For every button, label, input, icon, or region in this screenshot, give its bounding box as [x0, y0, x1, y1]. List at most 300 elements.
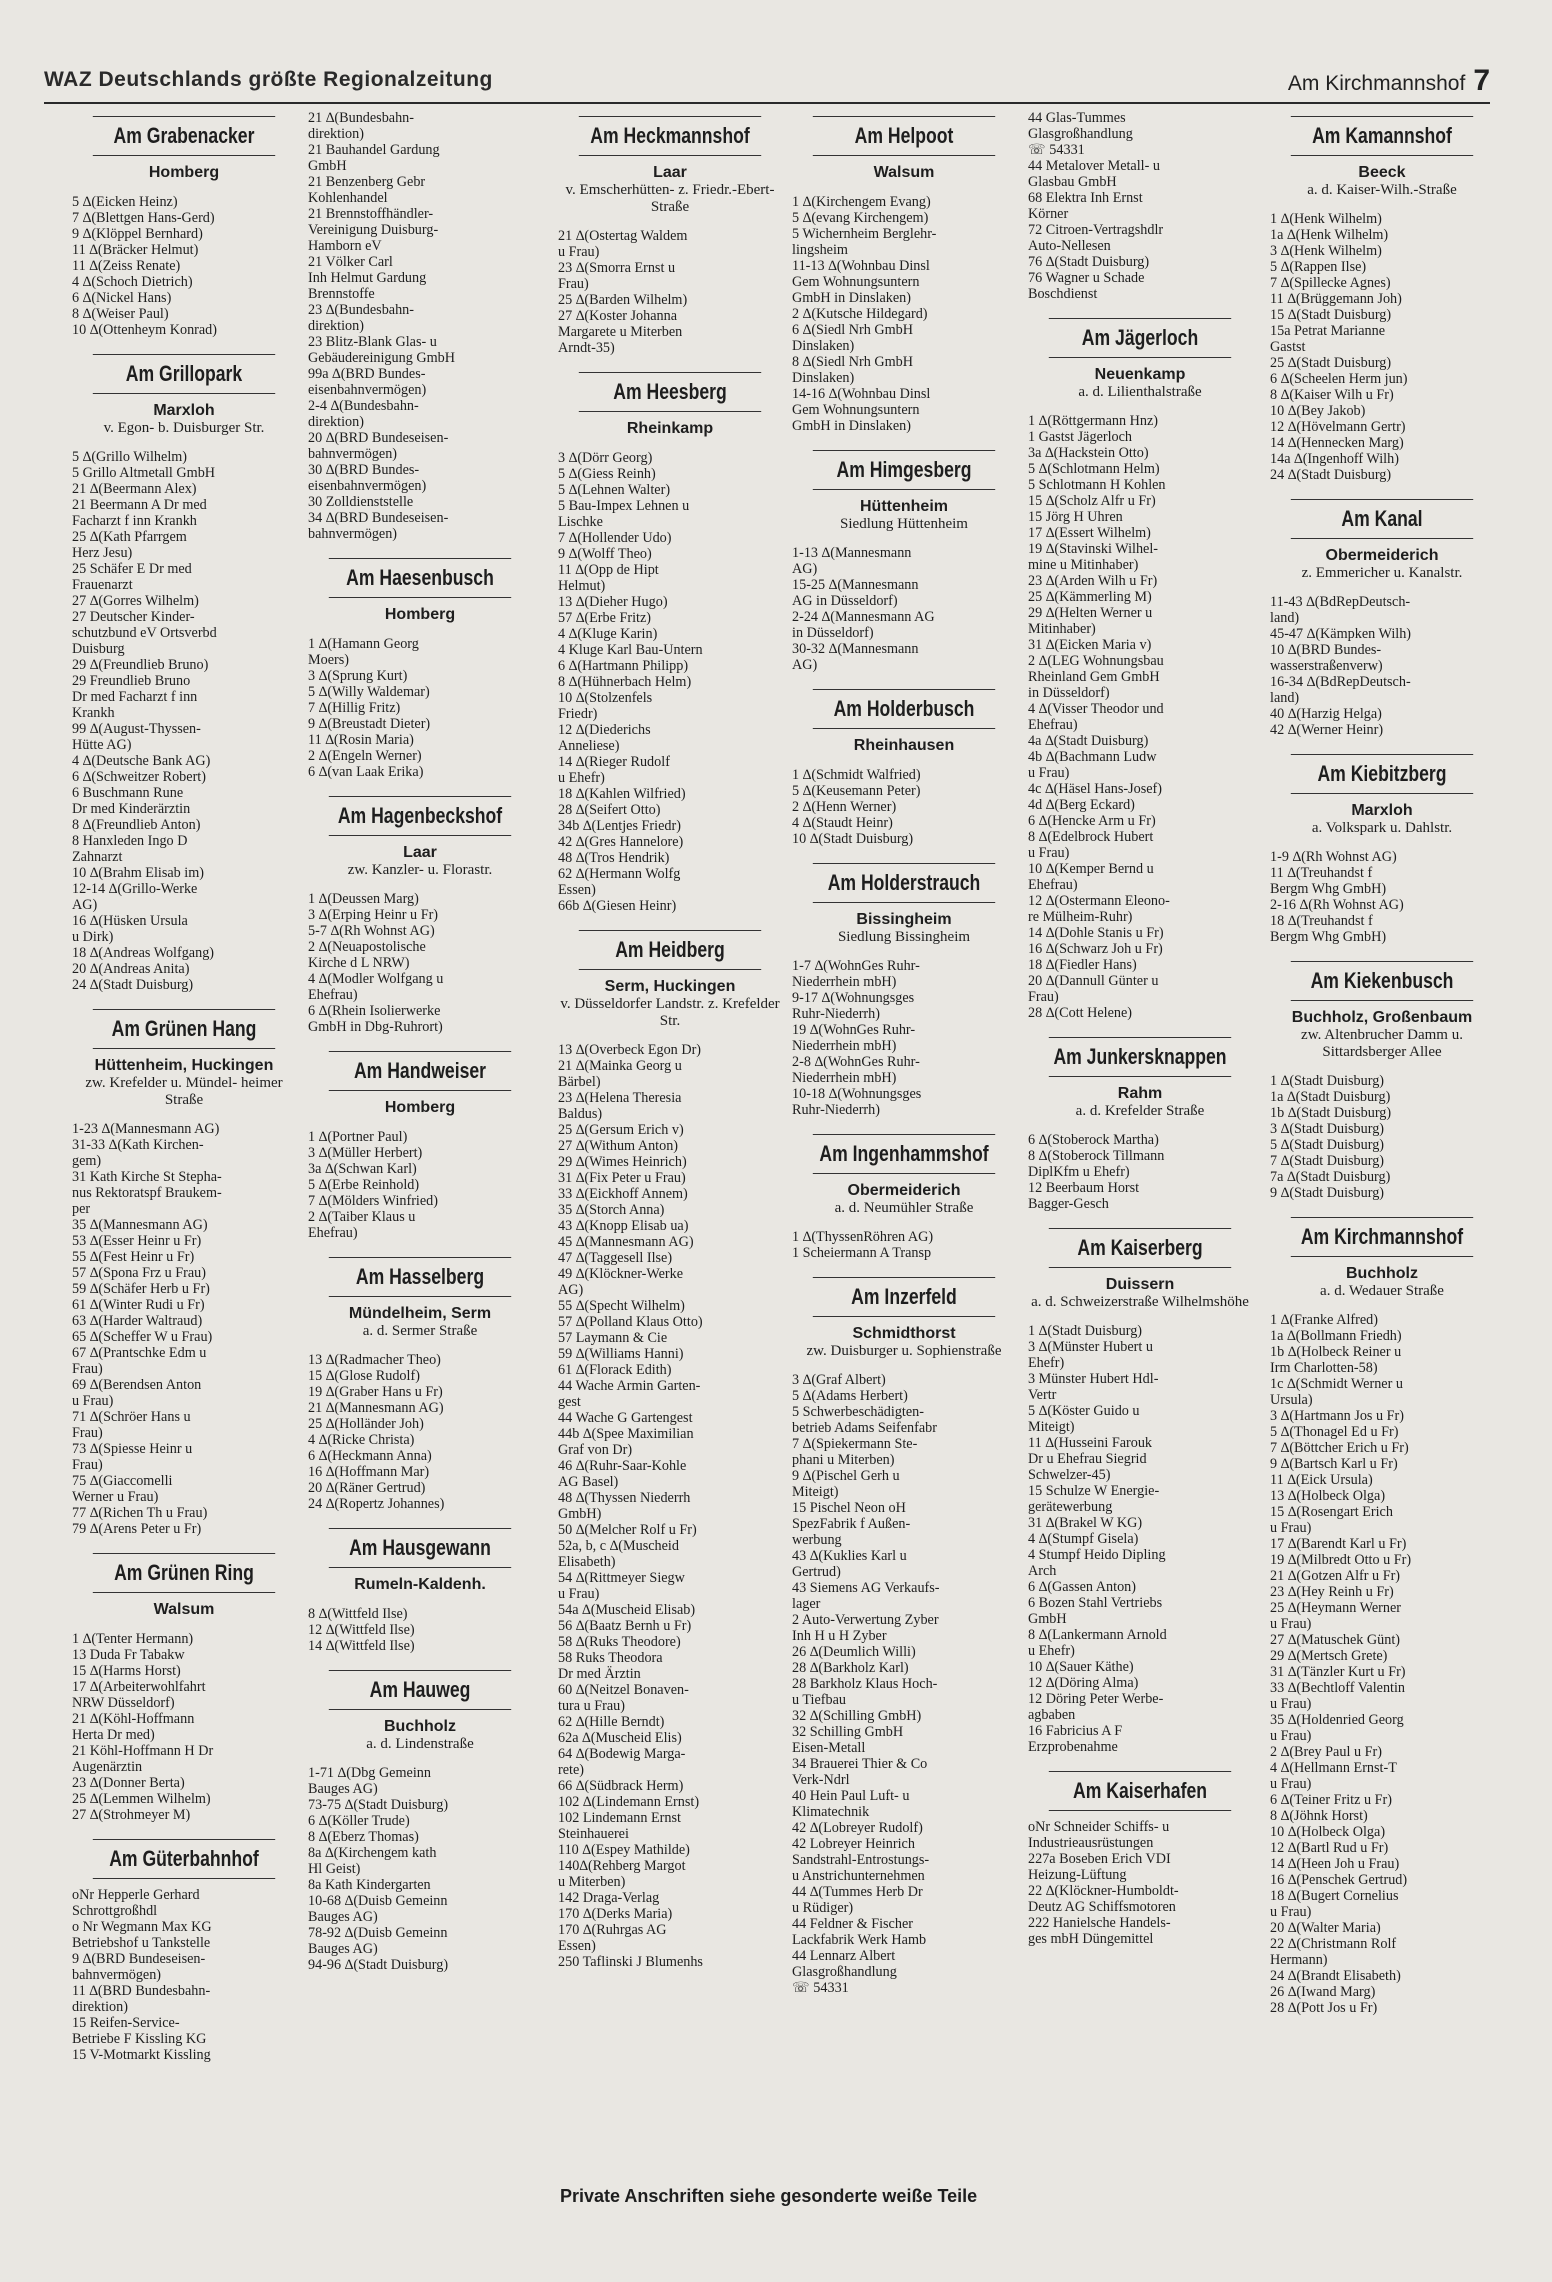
directory-entry: 31 ∆(Brakel W KG) [1028, 1515, 1143, 1531]
directory-entry: 30-32 ∆(Mannesmann AG) [792, 641, 919, 673]
location-description: a. d. Lindenstraße [366, 1736, 474, 1752]
district-label: Walsum [153, 1601, 215, 1618]
directory-entry: 222 Hanielsche Handels- ges mbH Düngemittel [1028, 1915, 1171, 1947]
directory-entry: 10 ∆(Bey Jakob) [1270, 403, 1366, 419]
directory-entry: 11 ∆(Opp de Hipt Helmut) [558, 562, 659, 594]
directory-entry: 52a, b, c ∆(Muscheid Elisabeth) [558, 1538, 679, 1570]
directory-entry: 11-13 ∆(Wohnbau Dinsl Gem Wohnungsuntern GmbH in Dinslaken) [792, 258, 930, 306]
directory-entry: 27 ∆(Strohmeyer M) [72, 1807, 191, 1823]
directory-entry: 73 ∆(Spiesse Heinr u Frau) [72, 1441, 193, 1473]
directory-entry: 75 ∆(Giaccomelli Werner u Frau) [72, 1473, 173, 1505]
directory-entry: 5 ∆(evang Kirchengem) [792, 210, 929, 226]
directory-entry: 10 ∆(Ottenheym Konrad) [72, 322, 217, 338]
directory-entry: 1 ∆(Stadt Duisburg) [1028, 1323, 1143, 1339]
directory-entry: 5 ∆(Erbe Reinhold) [308, 1177, 420, 1193]
directory-entry: 20 ∆(Räner Gertrud) [308, 1480, 426, 1496]
directory-entry: 6 ∆(Gassen Anton) [1028, 1579, 1136, 1595]
directory-entry: 16 ∆(Hüsken Ursula u Dirk) [72, 913, 188, 945]
directory-entry: 23 ∆(Donner Berta) [72, 1775, 185, 1791]
directory-entry: 13 ∆(Radmacher Theo) [308, 1352, 441, 1368]
directory-entry: 14 ∆(Dohle Stanis u Fr) [1028, 925, 1164, 941]
directory-entry: 69 ∆(Berendsen Anton u Frau) [72, 1377, 202, 1409]
street-heading: Am Kirchmannshof [1291, 1217, 1473, 1257]
district-label: Buchholz [1346, 1265, 1418, 1282]
directory-entry: 13 ∆(Overbeck Egon Dr) [558, 1042, 702, 1058]
directory-entry: 5 ∆(Lehnen Walter) [558, 482, 671, 498]
directory-entry: 17 ∆(Barendt Karl u Fr) [1270, 1536, 1407, 1552]
street-heading: Am Hausgewann [329, 1528, 511, 1568]
directory-entry: 6 ∆(Hencke Arm u Fr) [1028, 813, 1156, 829]
directory-entry: 34 ∆(BRD Bundeseisen- bahnvermögen) [308, 510, 449, 542]
district-label: Rahm [1117, 1085, 1163, 1102]
directory-entry: 27 Deutscher Kinder- schutzbund eV Ortsverbd Duisburg [72, 609, 217, 657]
directory-entry: 5 Grillo Altmetall GmbH [72, 465, 216, 481]
directory-entry: 15 ∆(Scholz Alfr u Fr) [1028, 493, 1156, 509]
directory-entry: 66b ∆(Giesen Heinr) [558, 898, 677, 914]
directory-entry: 12 ∆(Wittfeld Ilse) [308, 1622, 415, 1638]
directory-entry: 25 ∆(Stadt Duisburg) [1270, 355, 1392, 371]
directory-entry: 12 ∆(Bartl Rud u Fr) [1270, 1840, 1389, 1856]
directory-entry: 72 Citroen-Vertragshdlr Auto-Nellesen [1028, 222, 1164, 254]
location-description: Siedlung Hüttenheim [840, 516, 968, 532]
directory-entry: 21 Köhl-Hoffmann H Dr Augenärztin [72, 1743, 214, 1775]
directory-entry: 45 ∆(Mannesmann AG) [558, 1234, 694, 1250]
directory-entry: 25 ∆(Barden Wilhelm) [558, 292, 688, 308]
directory-entry: 31 Kath Kirche St Stepha- nus Rektoratspf Braukem- per [72, 1169, 222, 1217]
directory-entry: 3 ∆(Erping Heinr u Fr) [308, 907, 439, 923]
directory-entry: 21 Beermann A Dr med Facharzt f inn Krankh [72, 497, 207, 529]
district-label: Homberg [384, 606, 456, 623]
directory-entry: 18 ∆(Fiedler Hans) [1028, 957, 1137, 973]
directory-entry: 9 ∆(Stadt Duisburg) [1270, 1185, 1385, 1201]
directory-entry: 250 Taflinski J Blumenhs [558, 1954, 703, 1970]
directory-entry: 44 Metalover Metall- u Glasbau GmbH [1028, 158, 1160, 190]
directory-entry: 5 Bau-Impex Lehnen u Lischke [558, 498, 690, 530]
district-label: Rheinhausen [853, 737, 955, 754]
street-heading: Am Grabenacker [93, 116, 275, 156]
directory-entry: 170 ∆(Derks Maria) [558, 1906, 673, 1922]
directory-entry: 25 Schäfer E Dr med Frauenarzt [72, 561, 192, 593]
directory-entry: 29 ∆(Helten Werner u Mitinhaber) [1028, 605, 1153, 637]
district-label: Marxloh [1351, 802, 1413, 819]
street-heading: Am Himgesberg [813, 450, 995, 490]
district-label: Rumeln-Kaldenh. [354, 1576, 486, 1593]
street-heading: Am Kamannshof [1291, 116, 1473, 156]
directory-entry: 61 ∆(Winter Rudi u Fr) [72, 1297, 205, 1313]
directory-entry: 11 ∆(Treuhandst f Bergm Whg GmbH) [1270, 865, 1387, 897]
directory-entry: 21 ∆(Köhl-Hoffmann Herta Dr med) [72, 1711, 195, 1743]
directory-entry: 10 ∆(Stadt Duisburg) [792, 831, 914, 847]
directory-entry: 11 ∆(Brüggemann Joh) [1270, 291, 1402, 307]
directory-entry: 21 Völker Carl Inh Helmut Gardung Brennstoffe [308, 254, 427, 302]
directory-entry: 33 ∆(Eickhoff Annem) [558, 1186, 688, 1202]
directory-entry: 5 ∆(Giess Reinh) [558, 466, 656, 482]
directory-entry: 31 ∆(Tänzler Kurt u Fr) [1270, 1664, 1406, 1680]
street-heading: Am Grünen Ring [93, 1553, 275, 1593]
column-3 [556, 110, 784, 2260]
directory-entry: 11 ∆(Husseini Farouk Dr u Ehefrau Siegrid Schwelzer-45) [1028, 1435, 1153, 1483]
directory-entry: 16 Fabricius A F Erzprobenahme [1028, 1723, 1123, 1755]
directory-entry: 170 ∆(Ruhrgas AG Essen) [558, 1922, 667, 1954]
directory-entry: 140∆(Rehberg Margot u Miterben) [558, 1858, 686, 1890]
directory-entry: 7 ∆(Böttcher Erich u Fr) [1270, 1440, 1409, 1456]
directory-entry: 16-34 ∆(BdRepDeutsch- land) [1270, 674, 1411, 706]
directory-entry: 15 V-Motmarkt Kissling [72, 2047, 211, 2063]
directory-entry: 25 ∆(Heymann Werner u Frau) [1270, 1600, 1401, 1632]
directory-entry: 6 ∆(Schweitzer Robert) [72, 769, 206, 785]
district-label: Bissingheim [856, 911, 952, 928]
running-head-street: Am Kirchmannshof [1287, 72, 1466, 95]
district-label: Homberg [384, 1099, 456, 1116]
directory-entry: 2 ∆(Neuapostolische Kirche d L NRW) [308, 939, 426, 971]
directory-entry: 1 Scheiermann A Transp [792, 1245, 932, 1261]
directory-entry: 8 ∆(Stoberock Tillmann DiplKfm u Ehefr) [1028, 1148, 1165, 1180]
directory-entry: 25 ∆(Holländer Joh) [308, 1416, 424, 1432]
directory-entry: 43 Siemens AG Verkaufs- lager [792, 1580, 940, 1612]
street-heading: Am Junkersknappen [1049, 1037, 1231, 1077]
directory-entry: 24 ∆(Ropertz Johannes) [308, 1496, 445, 1512]
directory-entry: 5 ∆(Thonagel Ed u Fr) [1270, 1424, 1399, 1440]
directory-entry: ☏ 54331 [792, 1980, 849, 1996]
directory-entry: 54a ∆(Muscheid Elisab) [558, 1602, 696, 1618]
directory-entry: 35 ∆(Storch Anna) [558, 1202, 665, 1218]
location-description: a. d. Krefelder Straße [1075, 1103, 1205, 1119]
location-description: a. Volkspark u. Dahlstr. [1311, 820, 1453, 836]
directory-entry: 6 ∆(Stoberock Martha) [1028, 1132, 1159, 1148]
directory-entry: 2 ∆(Taiber Klaus u Ehefrau) [308, 1209, 416, 1241]
directory-entry: 4d ∆(Berg Eckard) [1028, 797, 1135, 813]
directory-entry: 2 ∆(Engeln Werner) [308, 748, 422, 764]
street-heading: Am Handweiser [329, 1051, 511, 1091]
directory-entry: 20 ∆(Dannull Günter u Frau) [1028, 973, 1159, 1005]
district-label: Mündelheim, Serm [348, 1305, 492, 1322]
directory-entry: 53 ∆(Esser Heinr u Fr) [72, 1233, 202, 1249]
directory-entry: 13 ∆(Dieher Hugo) [558, 594, 668, 610]
street-heading: Am Haesenbusch [329, 558, 511, 598]
directory-entry: 44 Glas-Tummes Glasgroßhandlung [1028, 110, 1133, 142]
directory-entry: 20 ∆(BRD Bundeseisen- bahnvermögen) [308, 430, 449, 462]
directory-entry: 15 Schulze W Energie- gerätewerbung [1028, 1483, 1160, 1515]
directory-entry: 11 ∆(Zeiss Renate) [72, 258, 181, 274]
directory-entry: 4 ∆(Visser Theodor und Ehefrau) [1028, 701, 1164, 733]
directory-entry: 1-13 ∆(Mannesmann AG) [792, 545, 912, 577]
directory-entry: 11 ∆(Rosin Maria) [308, 732, 414, 748]
directory-entry: 1 ∆(Kirchengem Evang) [792, 194, 931, 210]
directory-entry: 18 ∆(Treuhandst f Bergm Whg GmbH) [1270, 913, 1387, 945]
directory-entry: 3 ∆(Dörr Georg) [558, 450, 653, 466]
directory-entry: ☏ 54331 [1028, 142, 1085, 158]
directory-entry: 44 Wache G Gartengest [558, 1410, 693, 1426]
district-label: Laar [403, 844, 437, 861]
directory-entry: 4 ∆(Modler Wolfgang u Ehefrau) [308, 971, 444, 1003]
location-description: a. d. Lilienthalstraße [1078, 384, 1202, 400]
directory-entry: 11 ∆(Eick Ursula) [1270, 1472, 1373, 1488]
directory-entry: 6 ∆(Rhein Isolierwerke GmbH in Dbg-Ruhrort) [308, 1003, 443, 1035]
street-heading: Am Helpoot [813, 116, 995, 156]
street-heading: Am Hagenbeckshof [329, 796, 511, 836]
directory-entry: 12-14 ∆(Grillo-Werke AG) [72, 881, 198, 913]
directory-entry: 76 ∆(Stadt Duisburg) [1028, 254, 1150, 270]
directory-entry: 10 ∆(Brahm Elisab im) [72, 865, 205, 881]
location-description: a. d. Kaiser-Wilh.-Straße [1307, 182, 1457, 198]
directory-entry: 21 ∆(Beermann Alex) [72, 481, 197, 497]
directory-entry: 10 ∆(Holbeck Olga) [1270, 1824, 1386, 1840]
directory-entry: 1-71 ∆(Dbg Gemeinn Bauges AG) [308, 1765, 431, 1797]
directory-entry: 59 ∆(Williams Hanni) [558, 1346, 684, 1362]
column-6 [1268, 110, 1496, 2260]
directory-entry: 21 ∆(Mannesmann AG) [308, 1400, 444, 1416]
directory-entry: 10-68 ∆(Duisb Gemeinn Bauges AG) [308, 1893, 448, 1925]
directory-entry: 4 ∆(Stumpf Gisela) [1028, 1531, 1139, 1547]
location-description: a. d. Schweizerstraße Wilhelmshöhe [1031, 1294, 1249, 1310]
directory-entry: 1 ∆(Franke Alfred) [1270, 1312, 1378, 1328]
directory-entry: 42 ∆(Lobreyer Rudolf) [792, 1820, 923, 1836]
street-heading: Am Kanal [1291, 499, 1473, 539]
directory-entry: 63 ∆(Harder Waltraud) [72, 1313, 203, 1329]
directory-entry: 28 ∆(Seifert Otto) [558, 802, 661, 818]
directory-entry: 44b ∆(Spee Maximilian Graf von Dr) [558, 1426, 694, 1458]
directory-entry: 1 ∆(Hamann Georg Moers) [308, 636, 419, 668]
directory-entry: 7 ∆(Hollender Udo) [558, 530, 672, 546]
directory-entry: 20 ∆(Andreas Anita) [72, 961, 190, 977]
directory-entry: 57 ∆(Polland Klaus Otto) [558, 1314, 703, 1330]
directory-entry: 32 ∆(Schilling GmbH) [792, 1708, 922, 1724]
location-description: z. Emmericher u. Kanalstr. [1301, 565, 1463, 581]
directory-entry: 15a Petrat Marianne Gastst [1270, 323, 1386, 355]
directory-entry: 4 Stumpf Heido Dipling Arch [1028, 1547, 1166, 1579]
directory-entry: 3 ∆(Hartmann Jos u Fr) [1270, 1408, 1404, 1424]
directory-entry: 5 ∆(Keusemann Peter) [792, 783, 921, 799]
directory-entry: 1b ∆(Holbeck Reiner u Irm Charlotten-58) [1270, 1344, 1402, 1376]
directory-entry: 10 ∆(Kemper Bernd u Ehefrau) [1028, 861, 1154, 893]
directory-entry: 1a ∆(Bollmann Friedh) [1270, 1328, 1402, 1344]
district-label: Obermeiderich [847, 1182, 961, 1199]
directory-entry: 12 ∆(Diederichs Anneliese) [558, 722, 651, 754]
directory-entry: 19 ∆(Milbredt Otto u Fr) [1270, 1552, 1412, 1568]
directory-entry: 18 ∆(Kahlen Wilfried) [558, 786, 686, 802]
directory-entry: 33 ∆(Bechtloff Valentin u Frau) [1270, 1680, 1406, 1712]
newspaper-brand: WAZ Deutschlands größte Regionalzeitung [44, 68, 493, 91]
directory-entry: 4 ∆(Kluge Karin) [558, 626, 658, 642]
directory-entry: 10 ∆(Stolzenfels Friedr) [558, 690, 653, 722]
location-description: a. d. Sermer Straße [362, 1323, 478, 1339]
street-heading: Am Hasselberg [329, 1257, 511, 1297]
directory-entry: 16 ∆(Schwarz Joh u Fr) [1028, 941, 1163, 957]
district-label: Rheinkamp [626, 420, 714, 437]
directory-entry: 77 ∆(Richen Th u Frau) [72, 1505, 208, 1521]
directory-entry: 2-16 ∆(Rh Wohnst AG) [1270, 897, 1404, 913]
directory-entry: 19 ∆(WohnGes Ruhr- Niederrhein mbH) [792, 1022, 916, 1054]
directory-entry: 15-25 ∆(Mannesmann AG in Düsseldorf) [792, 577, 919, 609]
directory-entry: 7 ∆(Hillig Fritz) [308, 700, 401, 716]
directory-entry: 31 ∆(Fix Peter u Frau) [558, 1170, 686, 1186]
directory-entry: 12 ∆(Hövelmann Gertr) [1270, 419, 1406, 435]
directory-entry: 24 ∆(Stadt Duisburg) [1270, 467, 1392, 483]
directory-entry: 15 Jörg H Uhren [1028, 509, 1123, 525]
directory-entry: 40 ∆(Harzig Helga) [1270, 706, 1382, 722]
directory-entry: 4 ∆(Deutsche Bank AG) [72, 753, 211, 769]
directory-entry: 21 ∆(Mainka Georg u Bärbel) [558, 1058, 682, 1090]
directory-entry: 30 ∆(BRD Bundes- eisenbahnvermögen) [308, 462, 427, 494]
column-2 [306, 110, 534, 2260]
directory-entry: 14 ∆(Heen Joh u Frau) [1270, 1856, 1400, 1872]
directory-entry: 13 Duda Fr Tabakw [72, 1647, 185, 1663]
directory-entry: 5 ∆(Grillo Wilhelm) [72, 449, 188, 465]
directory-entry: 1 ∆(Deussen Marg) [308, 891, 419, 907]
directory-entry: 19 ∆(Stavinski Wilhel- mine u Mitinhaber) [1028, 541, 1159, 573]
directory-entry: 2-8 ∆(WohnGes Ruhr- Niederrhein mbH) [792, 1054, 920, 1086]
directory-entry: 15 Pischel Neon oH SpezFabrik f Außen- werbung [792, 1500, 911, 1548]
directory-entry: 21 ∆(Bundesbahn- direktion) [308, 110, 415, 142]
directory-entry: 59 ∆(Schäfer Herb u Fr) [72, 1281, 210, 1297]
street-heading: Am Grünen Hang [93, 1009, 275, 1049]
street-heading: Am Kiekenbusch [1291, 961, 1473, 1001]
directory-entry: 7 ∆(Mölders Winfried) [308, 1193, 438, 1209]
directory-entry: 29 Freundlieb Bruno Dr med Facharzt f inn Krankh [72, 673, 198, 721]
street-heading: Am Holderstrauch [813, 863, 995, 903]
directory-entry: 8a ∆(Kirchengem kath Hl Geist) [308, 1845, 437, 1877]
district-label: Duissern [1105, 1276, 1175, 1293]
street-heading: Am Kaiserhafen [1049, 1771, 1231, 1811]
directory-entry: 58 ∆(Ruks Theodore) [558, 1634, 681, 1650]
directory-entry: 44 ∆(Tummes Herb Dr u Rüdiger) [792, 1884, 923, 1916]
directory-entry: 15 ∆(Glose Rudolf) [308, 1368, 420, 1384]
directory-entry: 3a ∆(Schwan Karl) [308, 1161, 417, 1177]
directory-entry: 49 ∆(Klöckner-Werke AG) [558, 1266, 684, 1298]
directory-entry: 5 ∆(Schlotmann Helm) [1028, 461, 1160, 477]
directory-entry: 6 ∆(Teiner Fritz u Fr) [1270, 1792, 1392, 1808]
directory-entry: 21 ∆(Gotzen Alfr u Fr) [1270, 1568, 1401, 1584]
directory-entry: 99 ∆(August-Thyssen- Hütte AG) [72, 721, 201, 753]
directory-entry: 2 ∆(LEG Wohnungsbau Rheinland Gem GmbH in Düsseldorf) [1028, 653, 1164, 701]
street-heading: Am Inzerfeld [813, 1277, 995, 1317]
directory-entry: 6 Buschmann Rune Dr med Kinderärztin [72, 785, 191, 817]
directory-entry: 2 ∆(Henn Werner) [792, 799, 897, 815]
directory-entry: 27 ∆(Koster Johanna Margarete u Miterben Arndt-35) [558, 308, 683, 356]
directory-entry: 1 ∆(Portner Paul) [308, 1129, 408, 1145]
street-heading: Am Jägerloch [1049, 318, 1231, 358]
directory-entry: 3 ∆(Müller Herbert) [308, 1145, 423, 1161]
directory-entry: 4 Kluge Karl Bau-Untern [558, 642, 703, 658]
directory-entry: 4c ∆(Häsel Hans-Josef) [1028, 781, 1162, 797]
location-description: a. d. Wedauer Straße [1320, 1283, 1444, 1299]
district-label: Obermeiderich [1325, 547, 1439, 564]
directory-entry: 23 ∆(Arden Wilh u Fr) [1028, 573, 1158, 589]
directory-entry: 3 ∆(Münster Hubert u Ehefr) [1028, 1339, 1153, 1371]
directory-entry: 45-47 ∆(Kämpken Wilh) [1270, 626, 1412, 642]
directory-entry: 4 ∆(Schoch Dietrich) [72, 274, 193, 290]
directory-entry: 17 ∆(Essert Wilhelm) [1028, 525, 1151, 541]
directory-entry: 27 ∆(Matuschek Günt) [1270, 1632, 1401, 1648]
location-description: zw. Kanzler- u. Florastr. [347, 862, 493, 878]
directory-entry: 30 Zolldienststelle [308, 494, 414, 510]
directory-entry: 1 ∆(Henk Wilhelm) [1270, 211, 1382, 227]
district-label: Buchholz [384, 1718, 456, 1735]
directory-entry: 7 ∆(Blettgen Hans-Gerd) [72, 210, 215, 226]
directory-entry: 5 ∆(Willy Waldemar) [308, 684, 430, 700]
directory-entry: 9 ∆(Bartsch Karl u Fr) [1270, 1456, 1398, 1472]
directory-entry: 4a ∆(Stadt Duisburg) [1028, 733, 1149, 749]
directory-entry: oNr Hepperle Gerhard Schrottgroßhdl [72, 1887, 200, 1919]
directory-entry: 8 ∆(Wittfeld Ilse) [308, 1606, 408, 1622]
street-heading: Am Ingenhammshof [813, 1134, 995, 1174]
street-heading: Am Kaiserberg [1049, 1228, 1231, 1268]
directory-entry: 26 ∆(Iwand Marg) [1270, 1984, 1376, 2000]
directory-entry: 20 ∆(Walter Maria) [1270, 1920, 1381, 1936]
directory-entry: 9 ∆(BRD Bundeseisen- bahnvermögen) [72, 1951, 206, 1983]
directory-entry: 48 ∆(Tros Hendrik) [558, 850, 670, 866]
directory-entry: 6 Bozen Stahl Vertriebs GmbH [1028, 1595, 1163, 1627]
directory-entry: 2 Auto-Verwertung Zyber Inh H u H Zyber [792, 1612, 939, 1644]
page-number: 7 [1473, 64, 1490, 97]
directory-entry: 44 Lennarz Albert Glasgroßhandlung [792, 1948, 897, 1980]
directory-entry: 5 ∆(Stadt Duisburg) [1270, 1137, 1385, 1153]
district-label: Neuenkamp [1094, 366, 1186, 383]
directory-entry: 14 ∆(Hennecken Marg) [1270, 435, 1404, 451]
directory-entry: 1 ∆(ThyssenRöhren AG) [792, 1229, 934, 1245]
directory-entry: 8 ∆(Edelbrock Hubert u Frau) [1028, 829, 1154, 861]
directory-entry: 58 Ruks Theodora Dr med Ärztin [558, 1650, 663, 1682]
directory-entry: 62a ∆(Muscheid Elis) [558, 1730, 682, 1746]
directory-entry: 10 ∆(Sauer Käthe) [1028, 1659, 1134, 1675]
directory-entry: 5 ∆(Adams Herbert) [792, 1388, 908, 1404]
directory-entry: 66 ∆(Südbrack Herm) [558, 1778, 684, 1794]
directory-entry: 40 Hein Paul Luft- u Klimatechnik [792, 1788, 910, 1820]
directory-entry: 55 ∆(Specht Wilhelm) [558, 1298, 685, 1314]
directory-entry: 8a Kath Kindergarten [308, 1877, 431, 1893]
directory-entry: 27 ∆(Gorres Wilhelm) [72, 593, 199, 609]
district-label: Beeck [1358, 164, 1406, 181]
directory-entry: 15 ∆(Rosengart Erich u Frau) [1270, 1504, 1393, 1536]
directory-entry: 3 Münster Hubert Hdl- Vertr [1028, 1371, 1159, 1403]
street-heading: Am Heesberg [579, 372, 761, 412]
directory-entry: 12 Döring Peter Werbe- agbaben [1028, 1691, 1164, 1723]
directory-entry: 9-17 ∆(Wohnungsges Ruhr-Niederrh) [792, 990, 915, 1022]
directory-entry: 5 Schlotmann H Kohlen [1028, 477, 1166, 493]
directory-entry: 3a ∆(Hackstein Otto) [1028, 445, 1149, 461]
street-heading: Am Holderbusch [813, 689, 995, 729]
directory-entry: 64 ∆(Bodewig Marga- rete) [558, 1746, 686, 1778]
directory-entry: 62 ∆(Hille Berndt) [558, 1714, 665, 1730]
directory-entry: 55 ∆(Fest Heinr u Fr) [72, 1249, 195, 1265]
directory-entry: 18 ∆(Andreas Wolfgang) [72, 945, 215, 961]
directory-entry: 12 ∆(Ostermann Eleono- re Mülheim-Ruhr) [1028, 893, 1170, 925]
directory-entry: 57 ∆(Spona Frz u Frau) [72, 1265, 206, 1281]
directory-entry: 227a Boseben Erich VDI Heizung-Lüftung [1028, 1851, 1171, 1883]
directory-entry: 25 ∆(Kämmerling M) [1028, 589, 1152, 605]
directory-entry: 16 ∆(Hoffmann Mar) [308, 1464, 430, 1480]
street-heading: Am Hauweg [329, 1670, 511, 1710]
directory-entry: 1 ∆(Schmidt Walfried) [792, 767, 921, 783]
directory-entry: 76 Wagner u Schade Boschdienst [1028, 270, 1145, 302]
directory-entry: 22 ∆(Christmann Rolf Hermann) [1270, 1936, 1397, 1968]
district-label: Homberg [148, 164, 220, 181]
location-description: Siedlung Bissingheim [837, 929, 971, 945]
directory-entry: 35 ∆(Holdenried Georg u Frau) [1270, 1712, 1404, 1744]
directory-entry: 11 ∆(BRD Bundesbahn- direktion) [72, 1983, 211, 2015]
directory-entry: 21 Benzenberg Gebr Kohlenhandel [308, 174, 426, 206]
directory-entry: 11-43 ∆(BdRepDeutsch- land) [1270, 594, 1411, 626]
location-description: v. Emscherhütten- z. Friedr.-Ebert-Straße [565, 182, 775, 215]
directory-entry: 44 Wache Armin Garten- gest [558, 1378, 701, 1410]
directory-entry: 1-7 ∆(WohnGes Ruhr- Niederrhein mbH) [792, 958, 920, 990]
directory-entry: 79 ∆(Arens Peter u Fr) [72, 1521, 202, 1537]
directory-entry: 21 ∆(Ostertag Waldem u Frau) [558, 228, 688, 260]
directory-entry: 8 ∆(Kaiser Wilh u Fr) [1270, 387, 1394, 403]
directory-entry: 34b ∆(Lentjes Friedr) [558, 818, 681, 834]
directory-entry: 1a ∆(Henk Wilhelm) [1270, 227, 1389, 243]
directory-entry: 42 ∆(Werner Heinr) [1270, 722, 1384, 738]
